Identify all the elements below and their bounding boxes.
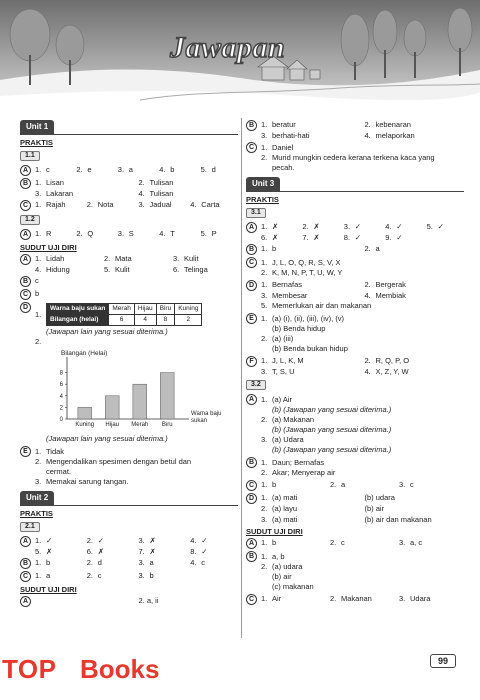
answer-value: Murid mungkin cedera kerana terkena kaca yang <box>272 153 435 162</box>
answer-value: Daniel <box>272 143 294 152</box>
answer-value: Hidung <box>46 265 70 275</box>
answer-value: b <box>35 289 40 299</box>
answer-value: beratur <box>272 120 296 129</box>
answer-value: ✓ <box>437 221 444 231</box>
answer-A: A 1. ✗ 2. ✗ 3. ✓ 4. ✓ 5. ✓ 6. ✗ 7. ✗ 8. ✓ 9. ✓ <box>246 222 464 242</box>
answer-value: (a) layu <box>272 504 298 514</box>
answer-value: a <box>375 243 380 253</box>
answer-value: b <box>272 480 277 490</box>
answer-value: (a) Air <box>272 395 293 405</box>
answer-value: ✓ <box>396 232 403 242</box>
label-c-icon: C <box>246 480 257 491</box>
x-tick-label: Hijau <box>105 421 120 428</box>
answer-value: Kulit <box>115 265 130 275</box>
left-column <box>20 118 238 609</box>
label-b-icon: B <box>246 457 257 468</box>
answer-value: Mengendalikan spesimen dengan betul dan <box>46 456 192 466</box>
answer-A2: A 1. (a) Air (b) (Jawapan yang sesuai diterima.) 2. (a) Makanan (b) (Jawapan yang sesuai diterima.) 3. (a) Udara (b) (Jawapan yang sesuai diterima.) <box>246 394 464 455</box>
topbooks-logo <box>2 646 180 682</box>
section-tag: 1.1 <box>20 151 40 161</box>
sudut-B: B 1. a, b 2. (a) udara (b) air (c) makanan <box>246 551 464 592</box>
answer-value: cermat. <box>46 466 72 476</box>
answer-value: a, c <box>410 538 423 548</box>
answer-value: (a) (i), (ii), (iii), (iv), (v) <box>272 313 345 323</box>
sudut-A: A 1. Lidah 2. Mata 3. Kulit 4. Hidung 5. Kulit 6. Telinga <box>20 254 238 274</box>
x-tick-label: Biru <box>161 421 173 428</box>
answer-value: b <box>149 570 154 580</box>
answer-value: Udara <box>410 594 431 604</box>
answer-value: d <box>97 557 102 567</box>
label-a-icon: A <box>246 394 257 405</box>
answer-value: Tulisan <box>149 188 174 198</box>
answer-value: ✗ <box>97 546 105 556</box>
sudut-C <box>20 289 238 300</box>
label-b-icon: B <box>20 178 31 189</box>
bar-kuning <box>78 407 92 419</box>
answer-value: Carta <box>201 199 220 209</box>
answer-value: (b) Benda hidup <box>272 323 326 333</box>
answer-value: Bernafas <box>272 279 303 289</box>
label-d-icon: D <box>20 302 31 313</box>
answer-value: b <box>272 243 277 253</box>
answer-value: ✗ <box>149 546 156 556</box>
bar-merah <box>133 384 147 419</box>
y-tick-label: 4 <box>59 393 63 400</box>
answer-value: a <box>149 557 154 567</box>
answer-value: b <box>272 538 277 548</box>
label-a-icon: A <box>20 596 31 607</box>
praktis-heading: PRAKTIS <box>20 508 53 518</box>
answer-C: C 1. Rajah 2. Nota 3. Jadual 4. Carta <box>20 200 238 211</box>
answer-value: ✗ <box>149 535 156 545</box>
sudut-partial <box>20 596 238 607</box>
answer-value: Rajah <box>46 199 66 209</box>
sudut-B <box>20 276 238 287</box>
answer-value: e <box>87 164 92 174</box>
column-divider <box>241 118 242 638</box>
answer-value: b <box>46 557 51 567</box>
label-e-icon: E <box>246 313 257 324</box>
answer-value: (b) Benda bukan hidup <box>272 343 348 353</box>
answer-A2: A 1. R 2. Q 3. S 4. T 5. P <box>20 229 238 240</box>
unit-2-tab: Unit 2 <box>20 491 54 505</box>
answer-value: Air <box>272 594 282 604</box>
y-tick-label: 0 <box>59 416 63 423</box>
answer-value: (b) (Jawapan yang sesuai diterima.) <box>272 445 392 455</box>
answer-B: B 1. beratur 2. kebenaran 3. berhati-hati 4. melaporkan <box>246 120 464 140</box>
answer-value: ✓ <box>396 221 403 231</box>
answer-value: ✗ <box>272 232 279 242</box>
y-tick-label: 6 <box>59 382 63 389</box>
answer-A: A 1. c 2. e 3. a 4. b 5. d <box>20 165 238 176</box>
answer-A: A 1. ✓ 2. ✓ 3. ✗ 4. ✓ 5. ✗ 6. ✗ 7. ✗ 8. ✓ <box>20 536 238 556</box>
answer-value: S <box>128 229 134 239</box>
label-a-icon: A <box>20 229 31 240</box>
answer-value: ✗ <box>272 221 279 231</box>
section-tag: 2.1 <box>20 522 40 532</box>
label-d-icon: D <box>246 493 257 504</box>
answer-value: a <box>46 570 51 580</box>
answer-F: F 1. J, L, K, M 2. R, Q, P, O 3. T, S, U 4. X, Z, Y, W <box>246 356 464 376</box>
answer-value: Q <box>87 229 94 239</box>
label-b-icon: B <box>20 558 31 569</box>
answer-value: melaporkan <box>375 131 415 140</box>
answer-value: a <box>128 164 133 174</box>
answer-value: d <box>211 164 216 174</box>
unit-3-tab: Unit 3 <box>246 177 280 191</box>
answer-C: C 1. J, L, O, Q, R, S, V, X 2. K, M, N, P, T, U, W, Y <box>246 257 464 278</box>
label-d-icon: D <box>246 280 257 291</box>
answer-D2: D 1. (a) mati (b) udara 2. (a) layu (b) air 3. (a) mati (b) air dan makanan <box>246 493 464 524</box>
x-tick-label: Merah <box>131 421 149 428</box>
answer-C2: C 1. b 2. a 3. c <box>246 480 464 491</box>
header-banner <box>0 0 480 112</box>
answer-B: B 1. b 2. d 3. a 4. c <box>20 558 238 569</box>
table-cell: 8 <box>156 315 175 326</box>
answer-value: ✓ <box>354 221 362 231</box>
x-tick-label: Kuning <box>75 421 95 428</box>
answer-value: (b) udara <box>364 493 395 503</box>
label-e-icon: E <box>20 446 31 457</box>
answer-value: P <box>211 229 217 239</box>
answer-value: T <box>170 229 175 239</box>
answer-value: (a) udara <box>272 562 303 572</box>
answer-value: 2. a, ii <box>138 595 159 605</box>
chart-title: Bilangan (Helai) <box>61 349 108 357</box>
data-table <box>46 303 202 326</box>
answer-value: Membiak <box>375 290 406 300</box>
answer-value: Telinga <box>184 265 208 275</box>
praktis-heading: PRAKTIS <box>246 194 279 204</box>
sudut-heading: SUDUT UJI DIRI <box>20 584 77 594</box>
answer-value: Mata <box>115 254 132 264</box>
answer-value: Memakai sarung tangan. <box>46 476 129 486</box>
answer-C: C 1. a 2. c 3. b <box>20 571 238 582</box>
answer-value: a <box>341 480 346 490</box>
page-number: 99 <box>430 654 456 668</box>
answer-B2: B 1. Daun; Bernafas 2. Akar; Menyerap air <box>246 457 464 478</box>
table-header: Bilangan (helai) <box>47 315 109 326</box>
y-tick-label: 8 <box>59 370 63 377</box>
unit-rule <box>246 191 464 192</box>
answer-value: Kulit <box>184 254 199 264</box>
label-f-icon: F <box>246 356 257 367</box>
answer-value: Bergerak <box>375 279 406 289</box>
answer-value: Tidak <box>46 446 65 456</box>
answer-value: (c) makanan <box>272 582 314 592</box>
note-text: (Jawapan lain yang sesuai diterima.) <box>46 326 168 336</box>
answer-value: R, Q, P, O <box>375 355 410 365</box>
label-c-icon: C <box>20 571 31 582</box>
answer-value: (a) mati <box>272 515 298 525</box>
label-b-icon: B <box>246 120 257 131</box>
answer-value: (a) Makanan <box>272 415 315 425</box>
answer-value: (a) mati <box>272 493 298 503</box>
answer-value: (a) Udara <box>272 435 304 445</box>
answer-value: b <box>170 164 175 174</box>
answer-value: c <box>201 557 205 567</box>
logo-text-top: TOP <box>2 654 57 684</box>
label-c-icon: C <box>246 594 257 605</box>
table-cell: 4 <box>134 315 156 326</box>
label-c-icon: C <box>20 200 31 211</box>
bar-biru <box>160 373 174 419</box>
unit-rule <box>20 505 238 506</box>
answer-value: Lidah <box>46 254 65 264</box>
label-a-icon: A <box>20 254 31 265</box>
answer-D: D 1. Bernafas 2. Bergerak 3. Membesar 4. Membiak 5. Memerlukan air dan makanan <box>246 280 464 311</box>
x-axis-label: sukan <box>191 417 208 424</box>
answer-value: (b) air <box>364 504 385 514</box>
answer-value: X, Z, Y, W <box>375 366 409 376</box>
answer-E: E 1. (a) (i), (ii), (iii), (iv), (v) (b) Benda hidup 2. (a) (iii) (b) Benda bukan hidup <box>246 313 464 354</box>
y-tick-label: 2 <box>59 405 63 412</box>
answer-value: Akar; Menyerap air <box>272 468 336 478</box>
label-b-icon: B <box>20 276 31 287</box>
answer-value: pecah. <box>272 163 295 172</box>
sudut-C: C 1. Air 2. Makanan 3. Udara <box>246 594 464 605</box>
table-cell: Merah <box>109 304 134 315</box>
section-tag: 3.1 <box>246 208 266 218</box>
answer-value: Nota <box>97 199 114 209</box>
answer-value: kebenaran <box>375 120 411 129</box>
answer-value: (a) (iii) <box>272 333 294 343</box>
unit-rule <box>20 134 238 135</box>
label-a-icon: A <box>246 538 257 549</box>
section-tag: 1.2 <box>20 215 40 225</box>
praktis-heading: PRAKTIS <box>20 137 53 147</box>
answer-value: (b) air dan makanan <box>364 515 432 525</box>
label-c-icon: C <box>246 142 257 153</box>
answer-value: ✓ <box>201 546 208 556</box>
answer-value: c <box>46 164 50 174</box>
answer-value: c <box>410 480 414 490</box>
right-column <box>246 118 464 607</box>
section-tag: 3.2 <box>246 380 266 390</box>
bar-hijau <box>105 396 119 419</box>
bar-chart <box>45 349 238 433</box>
answer-value: K, M, N, P, T, U, W, Y <box>272 267 343 277</box>
answer-value: Lisan <box>46 177 64 187</box>
answer-value: ✗ <box>313 232 320 242</box>
label-c-icon: C <box>20 289 31 300</box>
table-cell: 2 <box>175 315 202 326</box>
note-text: (Jawapan lain yang sesuai diterima.) <box>46 433 168 443</box>
answer-value: Jadual <box>149 199 172 209</box>
answer-value: a, b <box>272 552 285 562</box>
label-b-icon: B <box>246 551 257 562</box>
table-cell: Kuning <box>175 304 202 315</box>
table-cell: Biru <box>156 304 175 315</box>
label-b-icon: B <box>246 244 257 255</box>
answer-value: ✓ <box>46 535 53 545</box>
answer-value: (b) air <box>272 572 292 582</box>
answer-value: T, S, U <box>272 366 295 376</box>
answer-value: Memerlukan air dan makanan <box>272 300 372 310</box>
answer-value: (b) (Jawapan yang sesuai diterima.) <box>272 425 392 435</box>
sudut-A: A 1. b 2. c 3. a, c <box>246 538 464 549</box>
answer-value: ✗ <box>46 546 53 556</box>
answer-value: berhati-hati <box>272 131 310 140</box>
table-header: Warna baju sukan <box>47 304 109 315</box>
answer-B: B 1. b 2. a <box>246 244 464 255</box>
answer-value: c <box>97 570 102 580</box>
answer-value: ✓ <box>201 535 208 545</box>
answer-value: ✓ <box>354 232 362 242</box>
x-axis-label: Warna baju <box>191 410 222 417</box>
answer-C: C 1. Daniel 2. Murid mungkin cedera kerana terkena kaca yang pecah. <box>246 142 464 173</box>
label-a-icon: A <box>20 165 31 176</box>
label-c-icon: C <box>246 257 257 268</box>
logo-text-books: Books <box>80 654 160 684</box>
label-a-icon: A <box>246 222 257 233</box>
answer-value: Makanan <box>341 594 372 604</box>
answer-value: J, L, K, M <box>272 355 304 365</box>
bar-chart-svg <box>45 349 235 431</box>
unit-1-tab: Unit 1 <box>20 120 54 134</box>
sudut-heading: SUDUT UJI DIRI <box>246 527 303 537</box>
page-title: Jawapan <box>170 31 286 64</box>
answer-value: Lakaran <box>46 188 74 198</box>
sudut-heading: SUDUT UJI DIRI <box>20 243 77 253</box>
label-a-icon: A <box>20 536 31 547</box>
table-cell: Hijau <box>134 304 156 315</box>
sudut-E: E 1. Tidak 2. Mengendalikan spesimen dengan betul dan cermat. 3. Memakai sarung tangan. <box>20 446 238 487</box>
table-cell: 6 <box>109 315 134 326</box>
answer-value: Membesar <box>272 290 308 300</box>
answer-value: c <box>341 538 345 548</box>
answer-value: ✓ <box>97 535 105 545</box>
answer-value: (b) (Jawapan yang sesuai diterima.) <box>272 405 392 415</box>
answer-B: B 1. Lisan 2. Tulisan 3. Lakaran 4. Tulisan <box>20 178 238 198</box>
answer-value: ✗ <box>313 221 320 231</box>
answer-value: Daun; Bernafas <box>272 458 325 468</box>
answer-value: R <box>46 229 52 239</box>
answer-value: J, L, O, Q, R, S, V, X <box>272 257 341 267</box>
answer-value: c <box>35 276 39 286</box>
answer-value: Tulisan <box>149 177 174 187</box>
sudut-D: D 1. Warna baju sukan Merah Hijau Biru Kuning Bilangan (helai) 6 4 8 2 (Jawapan lain yang sesuai diterima.) 2. Bilangan (Helai) 0 2 4 6 8 Kuning Hijau Merah Biru Warna baju sukan (Jawapan lain yang sesuai diterima.) <box>20 302 238 444</box>
